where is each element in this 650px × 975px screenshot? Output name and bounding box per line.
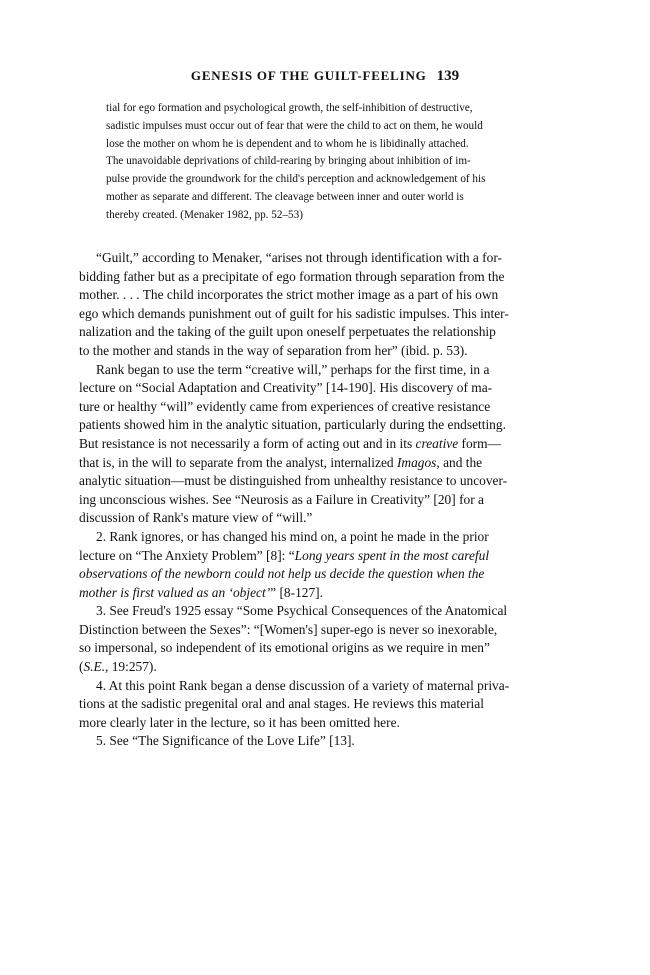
text-line: nalization and the taking of the guilt upon oneself perpetuates the relationship xyxy=(79,324,496,340)
text-line: mother. . . . The child incorporates the strict mother image as a part of his own xyxy=(79,287,499,303)
note-4: 4. At this point Rank began a dense discussion of a variety of maternal priva- xyxy=(96,677,510,693)
text-line: ego which demands punishment out of guilt for his sadistic impulses. This inter- xyxy=(79,305,509,321)
text-run: ” [8-127]. xyxy=(270,584,323,600)
text-line xyxy=(79,547,567,566)
quote-line: The unavoidable deprivations of child-rearing by bringing about inhibition of im- xyxy=(106,155,471,168)
body-text xyxy=(79,249,567,751)
text-line: Distinction between the Sexes”: “[Women's] super-ego is never so inexorable, xyxy=(79,621,498,637)
italic-run: creative xyxy=(415,435,459,451)
text-line: Rank began to use the term “creative will,” perhaps for the first time, in a xyxy=(96,361,490,377)
text-line: so impersonal, so independent of its emotional origins as we require in men” xyxy=(79,640,490,656)
page-number: 139 xyxy=(436,68,460,84)
note-3: 3. See Freud's 1925 essay “Some Psychical Consequences of the Anatomical xyxy=(96,603,508,619)
text-run: that is, in the will to separate from the analyst, internalized xyxy=(79,454,397,470)
text-run: form— xyxy=(458,435,501,451)
text-line: bidding father but as a precipitate of ego formation through separation from the xyxy=(79,268,505,284)
italic-run: S.E., xyxy=(83,659,109,675)
block-quote xyxy=(106,100,542,225)
text-line xyxy=(79,584,567,603)
quote-line: tial for ego formation and psychological growth, the self-inhibition of destructive, xyxy=(106,102,473,114)
text-line: “Guilt,” according to Menaker, “arises not through identification with a for- xyxy=(96,250,502,265)
text-run: ( xyxy=(79,659,84,675)
text-line xyxy=(79,565,567,584)
text-run: But resistance is not necessarily a form of acting out and in its xyxy=(79,435,416,451)
text-line: to the mother and stands in the way of separation from her” (ibid. p. 53). xyxy=(79,342,468,358)
text-line: ing unconscious wishes. See “Neurosis as a Failure in Creativity” [20] for a xyxy=(79,491,484,507)
text-line: more clearly later in the lecture, so it has been omitted here. xyxy=(79,714,400,730)
text-line: lecture on “Social Adaptation and Creativity” [14-190]. His discovery of ma- xyxy=(79,380,493,396)
running-header xyxy=(0,68,650,85)
text-run: and the xyxy=(439,454,483,470)
note-5: 5. See “The Significance of the Love Life” [13]. xyxy=(96,733,355,749)
text-line: tions at the sadistic pregenital oral and anal stages. He reviews this material xyxy=(79,696,484,712)
quote-line: lose the mother on whom he is dependent and to whom he is libidinally attached. xyxy=(106,137,469,150)
italic-run: mother is first valued as an ‘object’ xyxy=(79,584,271,600)
text-line xyxy=(79,454,567,473)
quote-line: sadistic impulses must occur out of fear that were the child to act on them, he would xyxy=(106,119,483,132)
text-line xyxy=(79,435,567,454)
quote-line: pulse provide the groundwork for the child's perception and acknowledgement of his xyxy=(106,173,486,186)
quote-line: thereby created. (Menaker 1982, pp. 52–53) xyxy=(106,208,303,221)
italic-run: observations of the newborn could not help us decide the question when the xyxy=(79,566,485,582)
italic-run: Long years spent in the most careful xyxy=(294,547,490,563)
note-2: 2. Rank ignores, or has changed his mind on, a point he made in the prior xyxy=(96,528,489,544)
text-run: 19:257). xyxy=(108,659,157,675)
text-line: discussion of Rank's mature view of “will.” xyxy=(79,510,313,526)
text-line: ture or healthy “will” evidently came from experiences of creative resistance xyxy=(79,398,491,414)
text-line: patients showed him in the analytic situation, particularly during the endsetting. xyxy=(79,417,506,433)
running-title: GENESIS OF THE GUILT-FEELING xyxy=(190,68,427,83)
italic-run: Imagos, xyxy=(396,454,440,470)
text-line: analytic situation—must be distinguished from unhealthy resistance to uncover- xyxy=(79,473,508,489)
quote-line: mother as separate and different. The cleavage between inner and outer world is xyxy=(106,190,464,203)
text-run: lecture on “The Anxiety Problem” [8]: “ xyxy=(79,547,295,563)
text-line xyxy=(79,658,567,677)
